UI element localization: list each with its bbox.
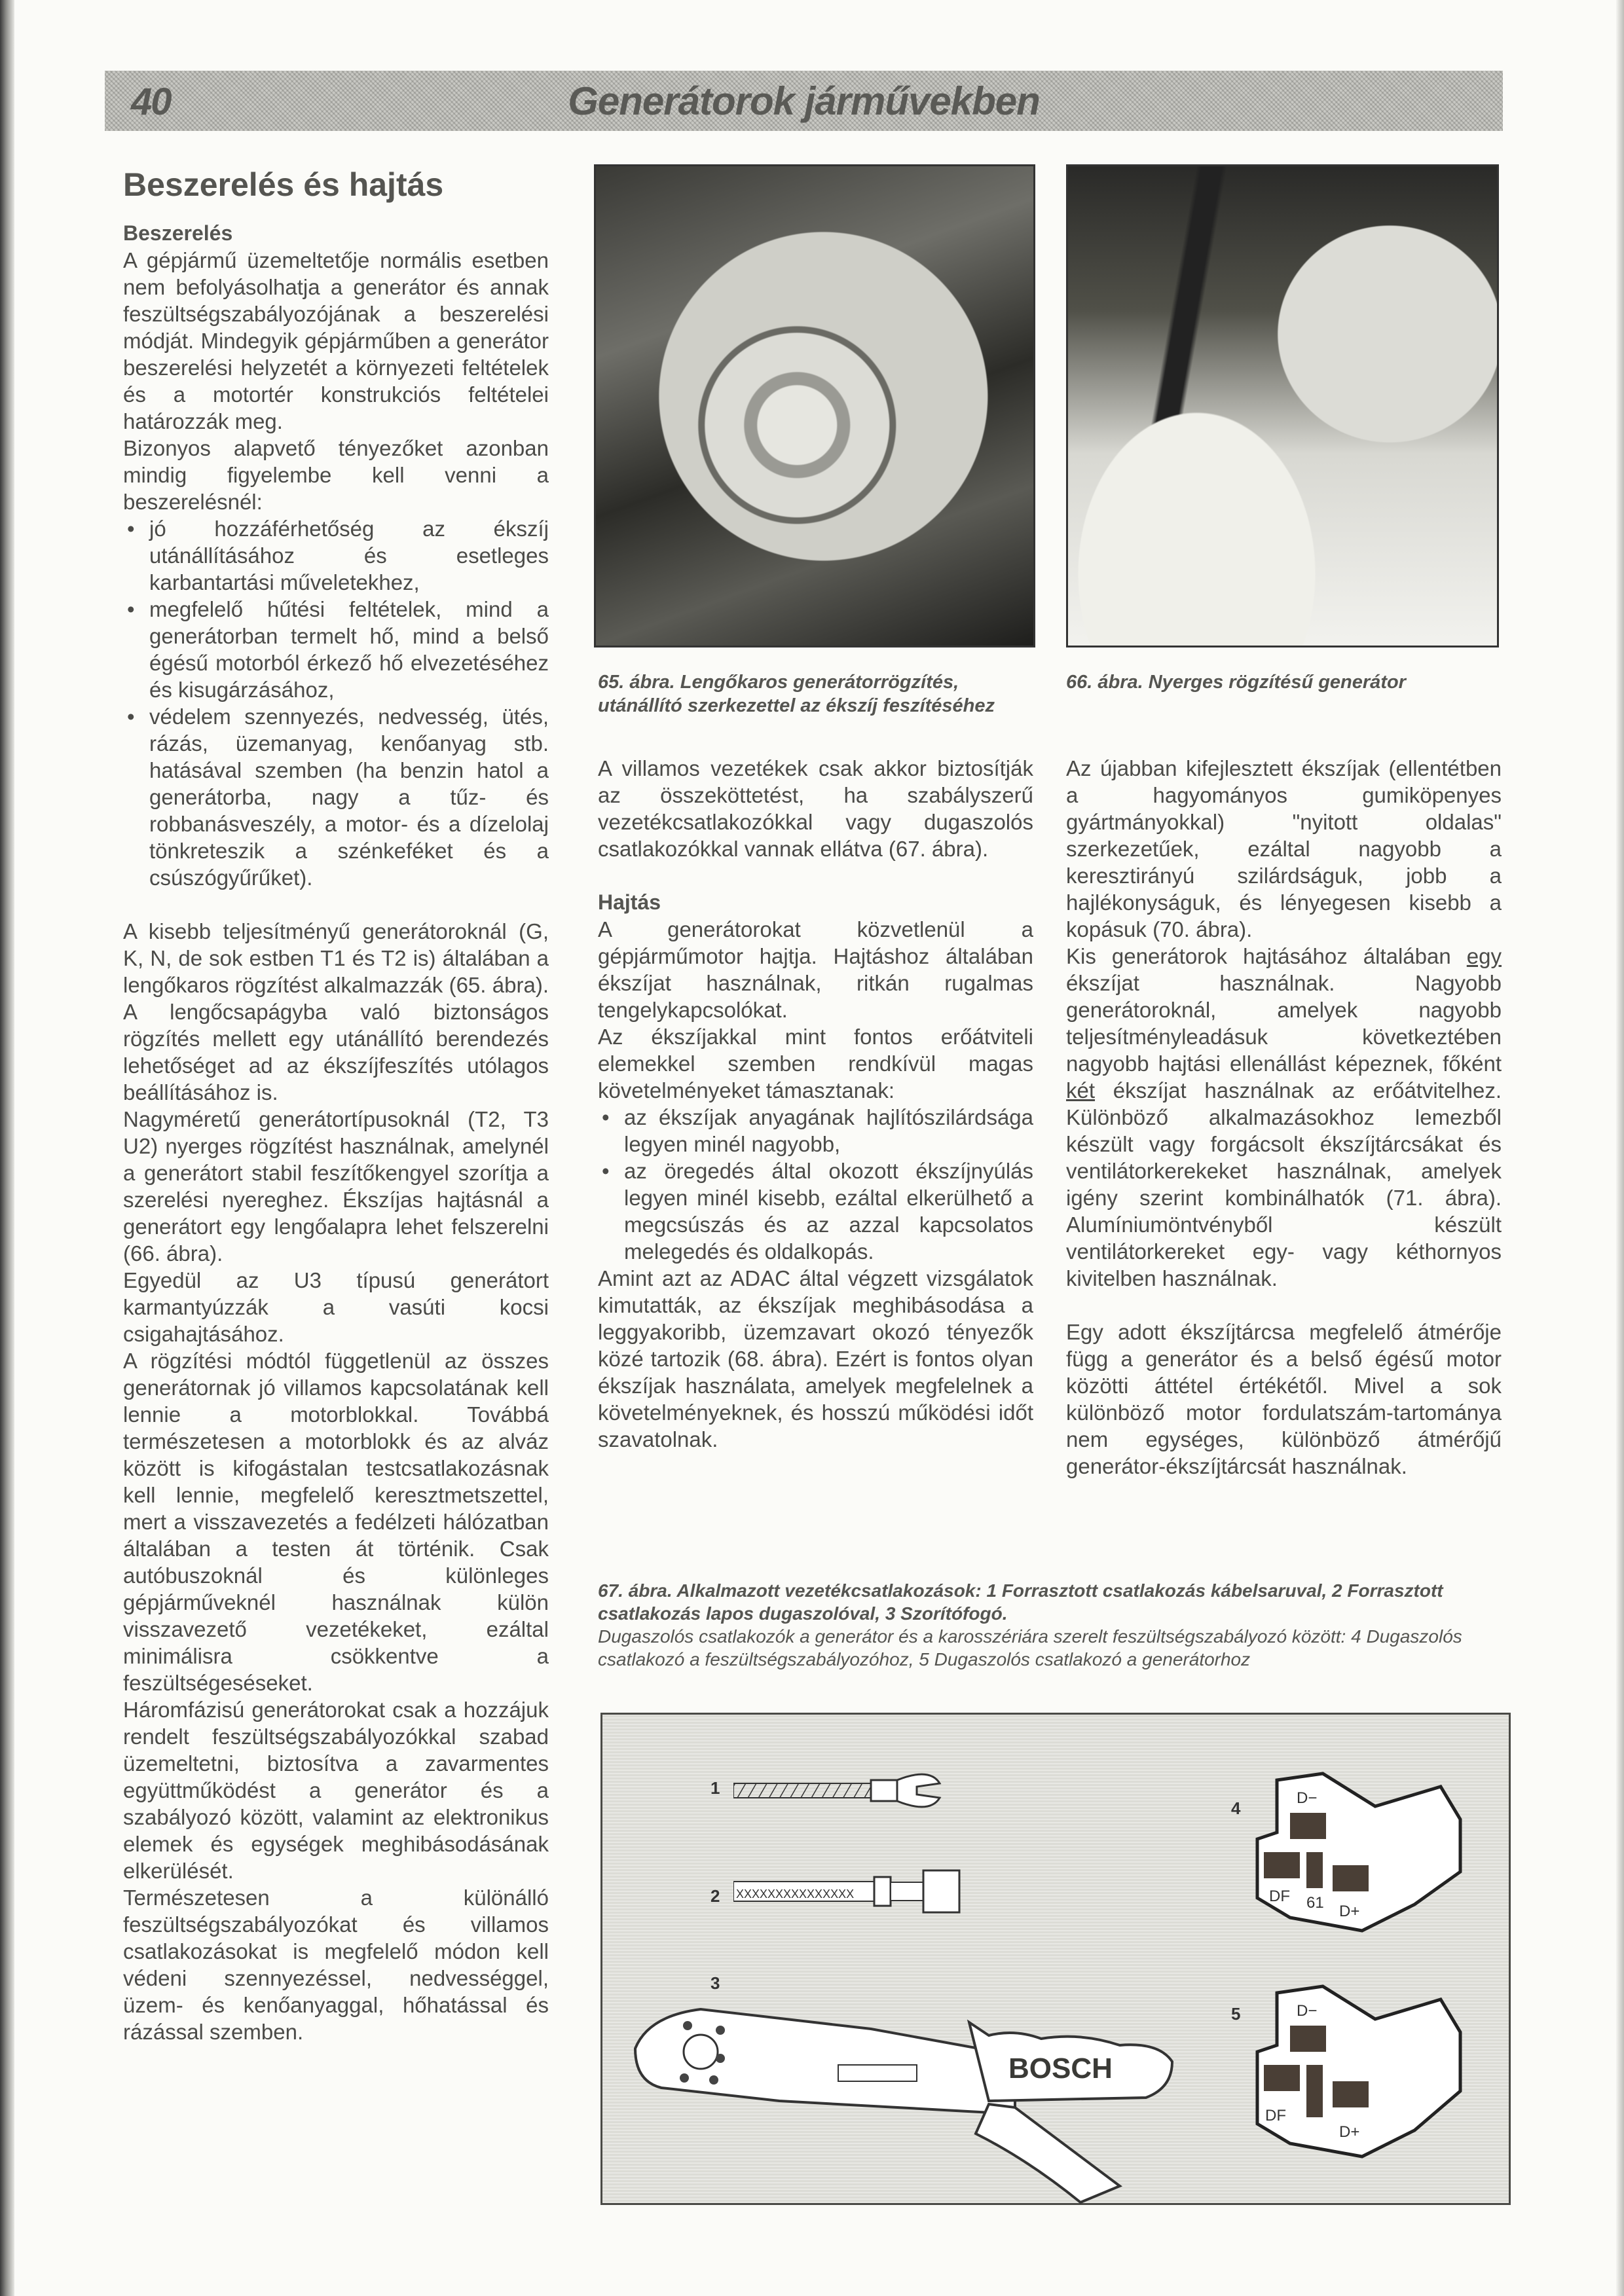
flat-plug-connector-icon (733, 1865, 1035, 1924)
fig-label-5: 5 (1231, 2004, 1241, 2024)
paragraph: Természetesen a különálló feszültségszabályozókat és villamos csatlakozásokat is megfelelő módon kell védeni szennyezéssel, nedvességgel, üzem- és kenőanyaggal, hőhatással és rázással szemben. (123, 1886, 549, 2044)
belt-requirements-list (598, 1104, 1033, 1265)
cable-lug-icon (733, 1767, 1035, 1819)
regulator-plug-connector-icon (1251, 1767, 1486, 1937)
scan-page-edge (1616, 0, 1624, 2296)
running-header (105, 71, 1503, 131)
right-column (1066, 755, 1502, 1480)
underlined-word: két (1066, 1078, 1096, 1102)
figure-67-caption-bold: 67. ábra. Alkalmazott vezetékcsatlakozások: 1 Forrasztott csatlakozás kábelsaruval, 2 Forrasztott csatlakozás lapos dugaszolóval, 3 Szorítófogó. (598, 1580, 1443, 1624)
figure-66-caption: 66. ábra. Nyerges rögzítésű generátor (1066, 672, 1406, 693)
paragraph: Az ékszíjakkal mint fontos erőátviteli elemekkel szemben rendkívül magas követelményeket támasztanak: (598, 1025, 1033, 1102)
svg-text:D+: D+ (1339, 2123, 1360, 2141)
underlined-word: egy (1466, 944, 1502, 968)
paragraph: Nagyméretű generátortípusoknál (T2, T3 U2) nyerges rögzítést használnak, amelynél a generátort stabil feszítőkengyel szorítja a szerelési nyereghez. Ékszíjas hajtásnál a generátort egy lengőalapra lehet felszerelni (66. ábra). (123, 1107, 549, 1266)
paragraph: A villamos vezetékek csak akkor biztosítják az összeköttetést, ha szabályszerű vezetékcsatlakozókkal vagy dugaszolós csatlakozókkal vannak ellátva (67. ábra). (598, 756, 1033, 861)
fig-label-1: 1 (710, 1778, 720, 1798)
paragraph: Egy adott ékszíjtárcsa megfelelő átmérője függ a generátor és a belső égésű motor közötti áttétel értékétől. Mivel a sok különböző motor fordulatszám-tartománya nem egységes, különböző átmérőjű generátor-ékszíjtárcsát használnak. (1066, 1320, 1502, 1478)
list-item: • megfelelő hűtési feltételek, mind a generátorban termelt hő, mind a belső égésű motorból érkező hő elvezetéséhez és kisugárzásához, (123, 596, 549, 703)
list-item: • jó hozzáférhetőség az ékszíj utánállításához és esetleges karbantartási műveletekhez, (123, 515, 549, 596)
fig-label-4: 4 (1231, 1798, 1241, 1818)
paragraph: A generátorokat közvetlenül a gépjárműmotor hajtja. Hajtáshoz általában ékszíjat használnak, ritkán rugalmas tengelykapcsolókat. (598, 917, 1033, 1022)
paragraph: Bizonyos alapvető tényezőket azonban mindig figyelembe kell venni a beszerelésnél: (123, 436, 549, 514)
page-number: 40 (131, 81, 171, 123)
list-item: • az öregedés által okozott ékszíjnyúlás legyen minél kisebb, ezáltal elkerülhető a megcsúszás és az azzal kapcsolatos melegedés és oldalkopás. (598, 1157, 1033, 1265)
svg-text:XXXXXXXXXXXXXXX: XXXXXXXXXXXXXXX (736, 1887, 855, 1901)
svg-text:DF: DF (1265, 2107, 1286, 2124)
paragraph: Háromfázisú generátorokat csak a hozzájuk rendelt feszültségszabályozókkal szabad üzemeltetni, biztosítva a zavarmentes együttműködést a generátor és a szabályozó között, valamint az elektronikus elemek és egységek meghibásodásának elkerülését. (123, 1698, 549, 1883)
figure-67-caption (598, 1579, 1515, 1671)
figure-65-photo-swing-arm-generator (594, 164, 1035, 647)
paragraph: A rögzítési módtól függetlenül az összes generátornak jó villamos kapcsolatának kell lennie a motorblokkal. Továbbá természetesen a motorblokk és az alváz között is kifogástalan testcsatlakozásnak kell lennie, megfelelő keresztmetszettel, mert a visszavezetés a fedélzeti hálózatban általában a testen át történik. Csak autóbuszoknál és különleges gépjárműveknél használnak külön visszavezető vezetékeket, ezáltal minimálisra csökkentve a feszültségeséseket. (123, 1349, 549, 1695)
figure-67-caption-plain: Dugaszolós csatlakozók a generátor és a karosszériára szerelt feszültségszabályozó között: 4 Dugaszolós csatlakozó a feszültségszabályozóhoz, 5 Dugaszolós csatlakozó a generátorhoz (598, 1626, 1462, 1669)
svg-text:D+: D+ (1339, 1903, 1360, 1920)
figure-65-caption: 65. ábra. Lengőkaros generátorrögzítés, utánállító szerkezettel az ékszíj feszítéséhez (598, 672, 995, 716)
svg-text:DF: DF (1269, 1887, 1290, 1905)
left-column (123, 165, 549, 2045)
fig-label-3: 3 (710, 1973, 720, 1993)
bosch-logo-text: BOSCH (1008, 2052, 1113, 2085)
figure-67-connectors-drawing (600, 1713, 1511, 2205)
figure-66-photo-saddle-mounted-generator (1066, 164, 1499, 647)
paragraph: Egyedül az U3 típusú generátort karmantyúzzák a vasúti kocsi csigahajtásához. (123, 1268, 549, 1346)
svg-text:61: 61 (1306, 1894, 1324, 1912)
svg-text:D−: D− (1297, 2002, 1318, 2020)
list-item: • védelem szennyezés, nedvesség, ütés, rázás, üzemanyag, kenőanyag stb. hatásával szemben (ha benzin hatol a generátorba, nagy a tűz- és robbanásveszély, a motor- és a dízelolaj tönkreteszik a szénkeféket és a csúszógyűrűket). (123, 703, 549, 891)
svg-text:D−: D− (1297, 1789, 1318, 1807)
paragraph: Kis generátorok hajtásához általában egy ékszíjat használnak. Nagyobb generátoroknál, amelyek nagyobb teljesítményleadásuk következtében nagyobb hajtási ellenállást képeznek, főként két ékszíjat használnak az erőátvitelhez. Különböző alkalmazásokhoz lemezből készült vagy forgácsolt ékszíjtárcsákat és ventilátorkerekeket használnak, amelyek igény szerint kombinálhatók (71. ábra). Alumíniumöntvényből készült ventilátorkereket egy- vagy kéthornyos kivitelben használnak. (1066, 944, 1502, 1290)
crimping-pliers-icon (622, 1990, 1211, 2206)
running-title: Generátorok járművekben (568, 79, 1040, 123)
subhead-hajtas: Hajtás (598, 890, 661, 914)
paragraph: A kisebb teljesítményű generátoroknál (G, K, N, de sok estben T1 és T2 is) általában a lengőkaros rögzítést alkalmazzák (65. ábra). A lengőcsapágyba való biztonságos rögzítés mellett egy utánállító berendezés lehetőséget ad az ékszíjfeszítés utólagos beállításához is. (123, 919, 549, 1104)
list-item: • az ékszíjak anyagának hajlítószilárdsága legyen minél nagyobb, (598, 1104, 1033, 1157)
scan-binding-edge (0, 0, 14, 2296)
fig-label-2: 2 (710, 1886, 720, 1906)
paragraph: Amint azt az ADAC által végzett vizsgálatok kimutatták, az ékszíjak meghibásodása a leggyakoribb, üzemzavart okozó tényezők közé tartozik (68. ábra). Ezért is fontos olyan ékszíjak használata, amelyek megfelelnek a követelményeknek, és hosszú működési időt szavatolnak. (598, 1266, 1033, 1451)
requirements-list (123, 515, 549, 891)
subhead-beszereles: Beszerelés (123, 221, 233, 245)
middle-column (598, 755, 1033, 1453)
section-title: Beszerelés és hajtás (123, 166, 444, 203)
paragraph: A gépjármű üzemeltetője normális esetben nem befolyásolhatja a generátor és annak feszültségszabályozójának a beszerelési módját. Mindegyik gépjárműben a generátor beszerelési helyzetét a környezeti feltételek és a motortér konstrukciós feltételei határozzák meg. (123, 248, 549, 433)
paragraph: Az újabban kifejlesztett ékszíjak (ellentétben a hagyományos gumiköpenyes gyártmányokkal) "nyitott oldalas" szerkezetűek, ezáltal nagyobb a keresztirányú szilárdságuk, jobb a hajlékonyságuk, és lényegesen kisebb a kopásuk (70. ábra). (1066, 756, 1502, 941)
generator-plug-connector-icon (1251, 1980, 1486, 2176)
